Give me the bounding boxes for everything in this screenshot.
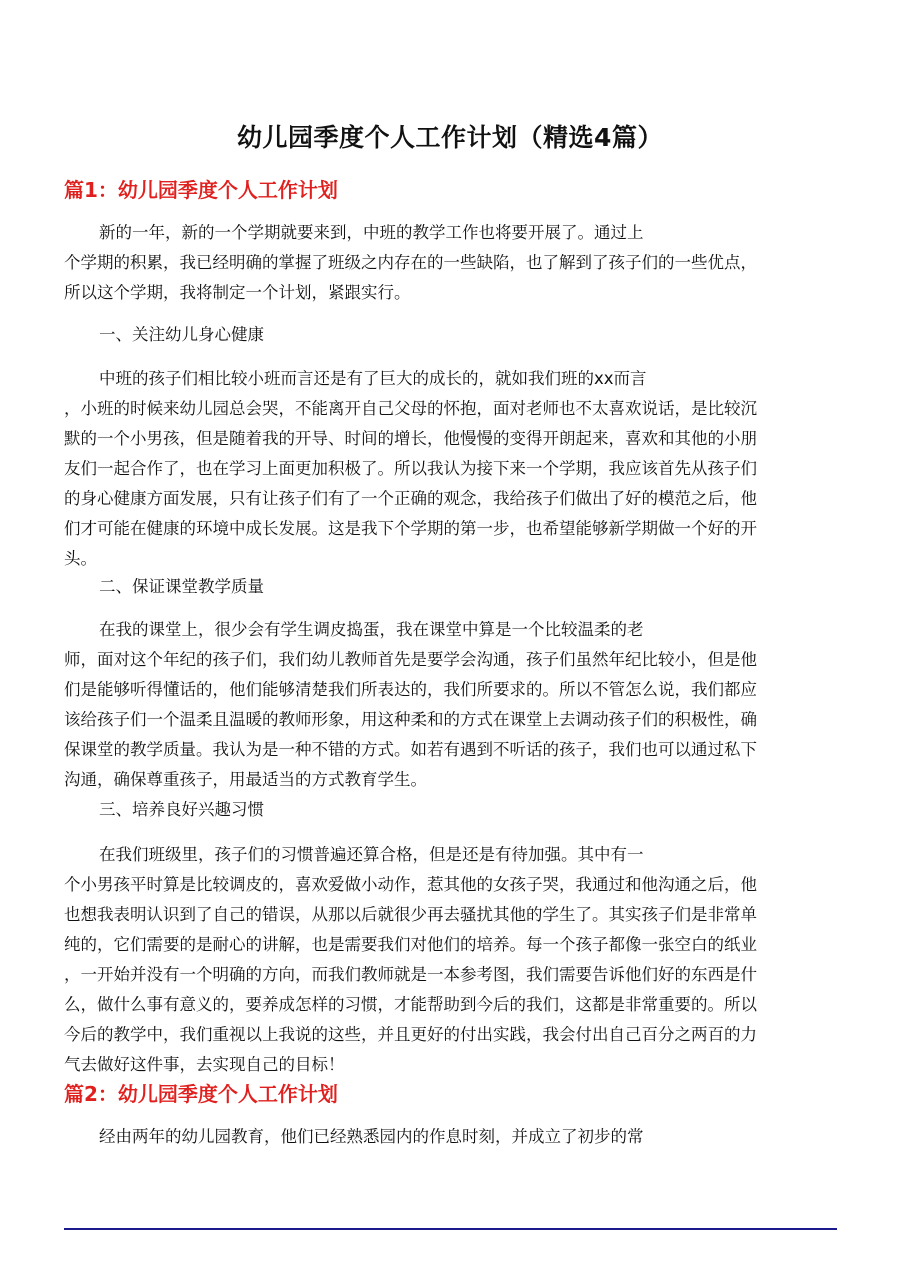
paragraph-line: 沟通，确保尊重孩子，用最适当的方式教育学生。 (64, 770, 427, 789)
paragraph-line: 默的一个小男孩，但是随着我的开导、时间的增长，他慢慢的变得开朗起来，喜欢和其他的小朋 (64, 429, 757, 448)
paragraph-line: 们才可能在健康的环境中成长发展。这是我下个学期的第一步，也希望能够新学期做一个好的开 (64, 519, 757, 538)
section-title: 篇2：幼儿园季度个人工作计划 (64, 1082, 338, 1106)
subheading: 二、保证课堂教学质量 (99, 577, 264, 596)
paragraph-line: 个小男孩平时算是比较调皮的，喜欢爱做小动作，惹其他的女孩子哭，我通过和他沟通之后，他 (64, 875, 757, 894)
paragraph-line: ，小班的时候来幼儿园总会哭，不能离开自己父母的怀抱，面对老师也不太喜欢说话，是比较沉 (64, 399, 757, 418)
paragraph-line: 中班的孩子们相比较小班而言还是有了巨大的成长的，就如我们班的xx而言 (99, 369, 647, 388)
paragraph-line: 保课堂的教学质量。我认为是一种不错的方式。如若有遇到不听话的孩子，我们也可以通过私下 (64, 740, 757, 759)
section-title: 篇1：幼儿园季度个人工作计划 (64, 178, 338, 202)
paragraph-line: 友们一起合作了，也在学习上面更加积极了。所以我认为接下来一个学期，我应该首先从孩子们 (64, 459, 757, 478)
subheading: 三、培养良好兴趣习惯 (99, 800, 264, 819)
body-paragraph (64, 364, 844, 574)
paragraph-line: 该给孩子们一个温柔且温暖的教师形象，用这种柔和的方式在课堂上去调动孩子们的积极性，确 (64, 710, 757, 729)
paragraph-line: 经由两年的幼儿园教育，他们已经熟悉园内的作息时刻，并成立了初步的常 (99, 1127, 644, 1146)
paragraph-line: 纯的，它们需要的是耐心的讲解，也是需要我们对他们的培养。每一个孩子都像一张空白的纸业 (64, 935, 757, 954)
intro-paragraph (64, 1122, 844, 1152)
paragraph-line: 们是能够听得懂话的，他们能够清楚我们所表达的，我们所要求的。所以不管怎么说，我们都应 (64, 680, 757, 699)
paragraph-line: ，一开始并没有一个明确的方向，而我们教师就是一本参考图，我们需要告诉他们好的东西是什 (64, 965, 757, 984)
paragraph-line: 在我们班级里，孩子们的习惯普遍还算合格，但是还是有待加强。其中有一 (99, 845, 644, 864)
footer-rule (64, 1228, 837, 1230)
paragraph-line: 今后的教学中，我们重视以上我说的这些，并且更好的付出实践，我会付出自己百分之两百的力 (64, 1025, 757, 1044)
paragraph-line: 气去做好这件事，去实现自己的目标！ (64, 1055, 345, 1074)
subheading: 一、关注幼儿身心健康 (99, 325, 264, 344)
paragraph-line: 也想我表明认识到了自己的错误，从那以后就很少再去骚扰其他的学生了。其实孩子们是非常单 (64, 905, 757, 924)
intro-paragraph (64, 218, 844, 308)
paragraph-line: 师，面对这个年纪的孩子们，我们幼儿教师首先是要学会沟通，孩子们虽然年纪比较小，但是他 (64, 650, 757, 669)
paragraph-line: 所以这个学期，我将制定一个计划，紧跟实行。 (64, 283, 411, 302)
paragraph-line: 新的一年，新的一个学期就要来到，中班的教学工作也将要开展了。通过上 (99, 223, 644, 242)
paragraph-line: 么，做什么事有意义的，要养成怎样的习惯，才能帮助到今后的我们，这都是非常重要的。所以 (64, 995, 757, 1014)
paragraph-line: 头。 (64, 549, 97, 568)
paragraph-line: 个学期的积累，我已经明确的掌握了班级之内存在的一些缺陷，也了解到了孩子们的一些优点， (64, 253, 757, 272)
document-title: 幼儿园季度个人工作计划（精选4篇） (237, 123, 663, 152)
paragraph-line: 的身心健康方面发展，只有让孩子们有了一个正确的观念，我给孩子们做出了好的模范之后，他 (64, 489, 757, 508)
body-paragraph (64, 615, 844, 795)
paragraph-line: 在我的课堂上，很少会有学生调皮捣蛋，我在课堂中算是一个比较温柔的老 (99, 620, 644, 639)
body-paragraph (64, 840, 844, 1080)
